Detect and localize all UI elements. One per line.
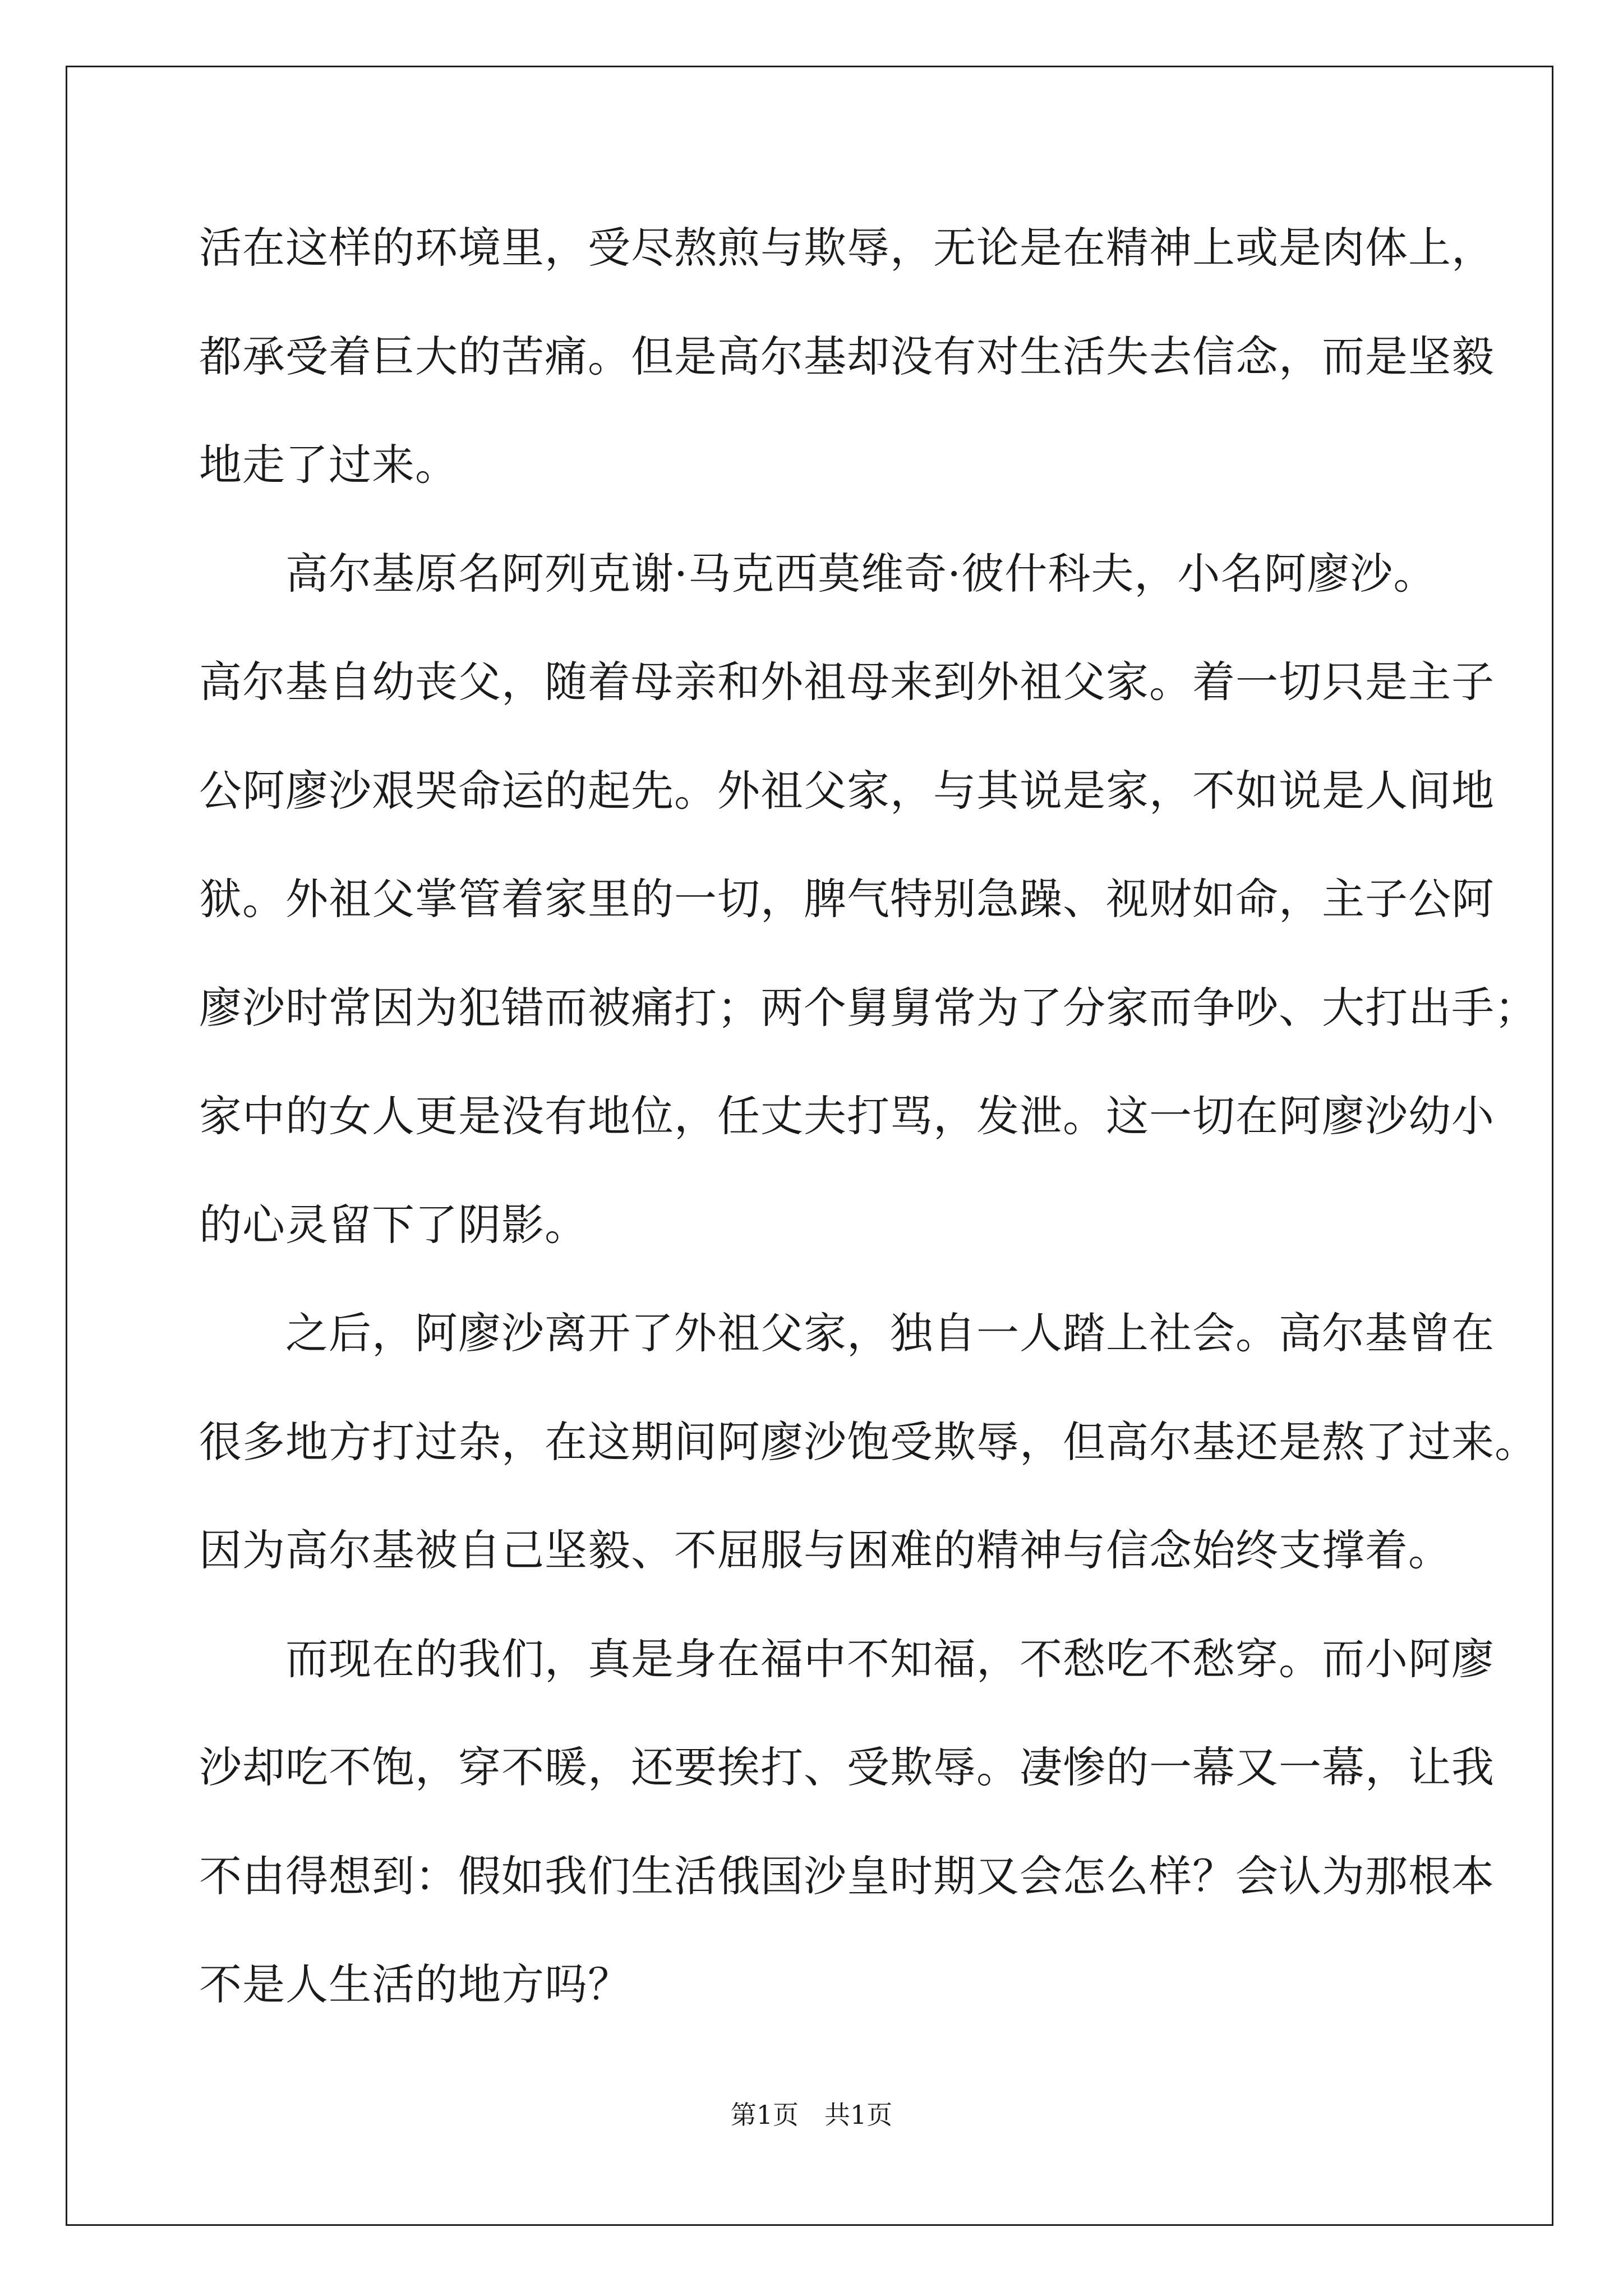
text-line: 活在这样的环境里，受尽熬煎与欺辱，无论是在精神上或是肉体上， bbox=[199, 223, 1495, 273]
text-line: 廖沙时常因为犯错而被痛打；两个舅舅常为了分家而争吵、大打出手； bbox=[199, 982, 1538, 1033]
text-line: 都承受着巨大的苦痛。但是高尔基却没有对生活失去信念，而是坚毅 bbox=[199, 331, 1495, 381]
text-line: 不是人生活的地方吗？ bbox=[199, 1959, 631, 2009]
text-line: 不由得想到：假如我们生活俄国沙皇时期又会怎么样？会认为那根本 bbox=[199, 1851, 1495, 1901]
text-line: 公阿廖沙艰哭命运的起先。外祖父家，与其说是家，不如说是人间地 bbox=[199, 765, 1495, 816]
text-line: 地走了过来。 bbox=[199, 440, 458, 490]
text-line: 高尔基自幼丧父，随着母亲和外祖母来到外祖父家。着一切只是主子 bbox=[199, 657, 1495, 707]
document-body bbox=[199, 194, 1538, 2039]
text-line: 很多地方打过杂，在这期间阿廖沙饱受欺辱，但高尔基还是熬了过来。 bbox=[199, 1416, 1538, 1467]
text-line: 家中的女人更是没有地位，任丈夫打骂，发泄。这一切在阿廖沙幼小 bbox=[199, 1091, 1495, 1141]
page-footer: 第1页 共1页 bbox=[730, 2100, 893, 2130]
text-line: 沙却吃不饱，穿不暖，还要挨打、受欺辱。凄惨的一幕又一幕，让我 bbox=[199, 1742, 1495, 1792]
text-line: 狱。外祖父掌管着家里的一切，脾气特别急躁、视财如命，主子公阿 bbox=[199, 874, 1495, 924]
text-line: 之后，阿廖沙离开了外祖父家，独自一人踏上社会。高尔基曾在 bbox=[199, 1308, 1495, 1358]
text-line: 高尔基原名阿列克谢·马克西莫维奇·彼什科夫，小名阿廖沙。 bbox=[199, 548, 1437, 599]
text-line: 因为高尔基被自己坚毅、不屈服与困难的精神与信念始终支撑着。 bbox=[199, 1525, 1451, 1575]
text-line: 而现在的我们，真是身在福中不知福，不愁吃不愁穿。而小阿廖 bbox=[199, 1634, 1495, 1684]
text-line: 的心灵留下了阴影。 bbox=[199, 1199, 588, 1250]
